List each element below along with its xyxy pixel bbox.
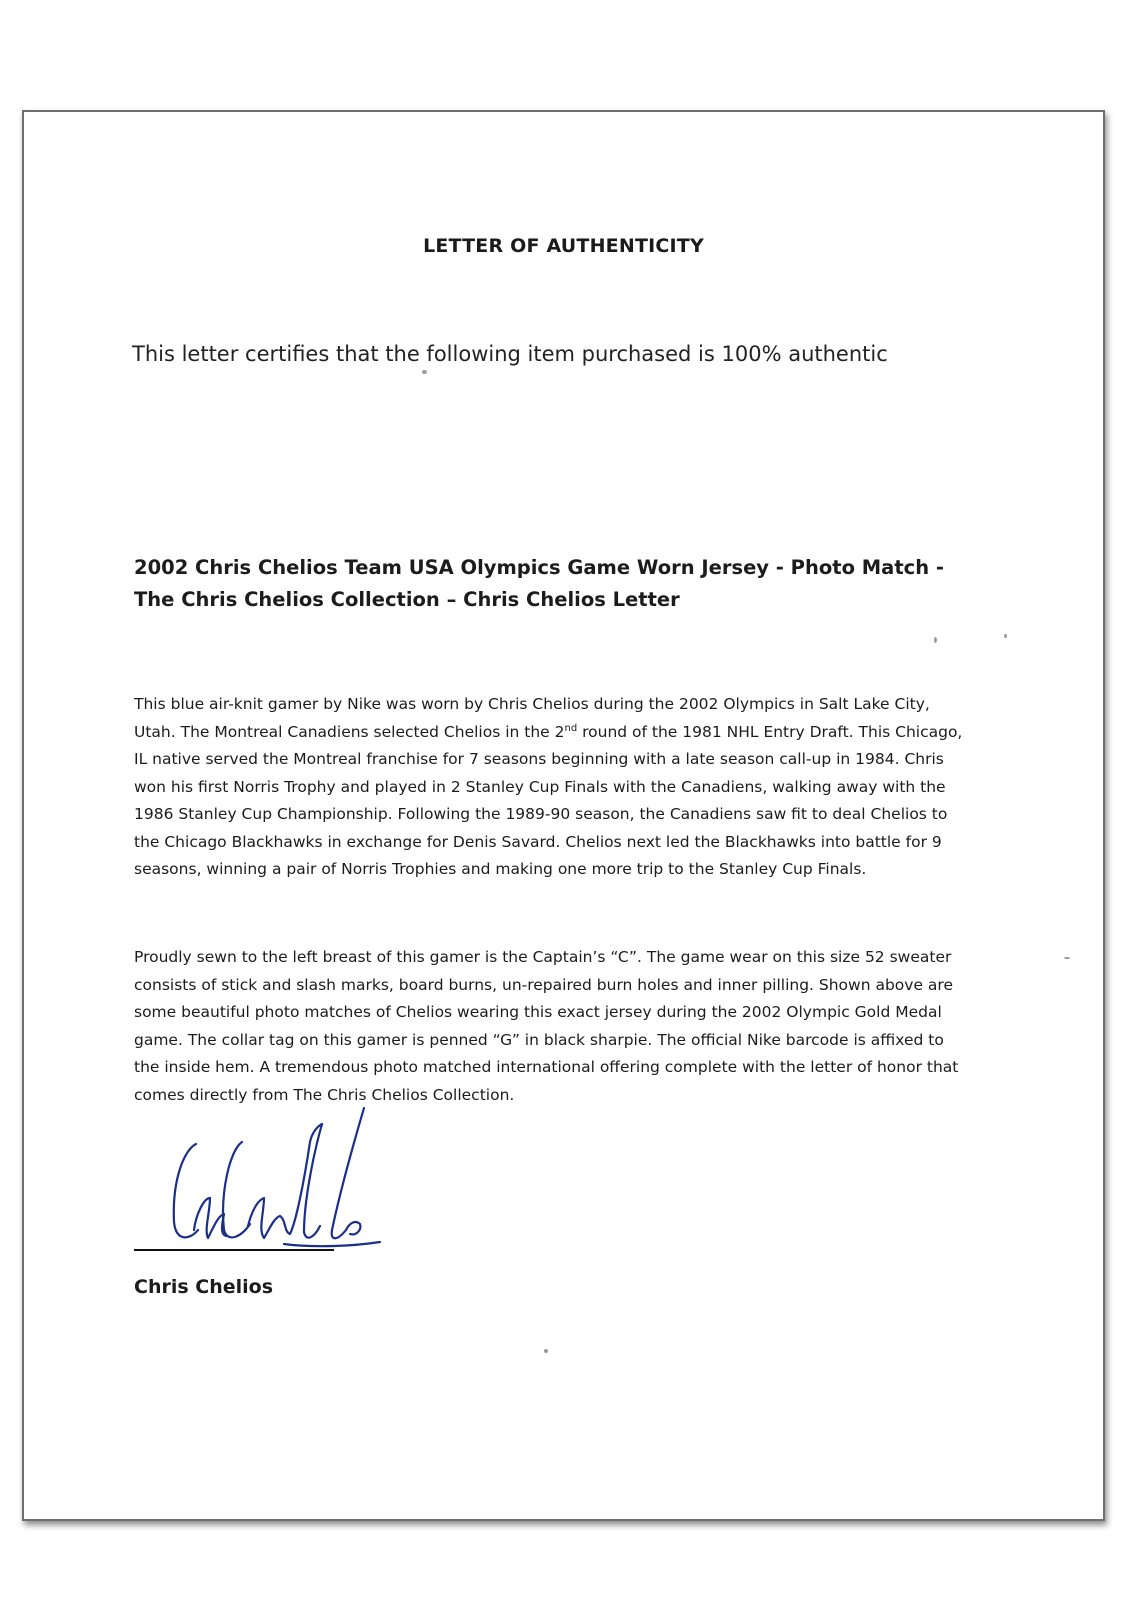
handwritten-signature (124, 1102, 384, 1262)
description-paragraph-1 (134, 691, 974, 884)
paper-speck (934, 637, 937, 643)
paper-speck (422, 370, 427, 374)
paragraph-text: round of the 1981 NHL Entry Draft. This Chicago, IL native served the Montreal franchise for 7 seasons beginning with a late season call-up in 1984. Chris won his first Norris Trophy and played in 2 Stanley Cup Finals with the Canadiens, walking away with the 1986 Stanley Cup Championship. Following the 1989-90 season, the Canadiens saw fit to deal Chelios to the Chicago Blackhawks in exchange for Denis Savard. Chelios next led the Blackhawks into battle for 9 seasons, winning a pair of Norris Trophies and making one more trip to the Stanley Cup Finals. (134, 722, 963, 878)
letter-sheet (22, 110, 1105, 1521)
item-title: 2002 Chris Chelios Team USA Olympics Game Worn Jersey - Photo Match - The Chris Chelios Collection – Chris Chelios Letter (134, 556, 944, 611)
ordinal-suffix: nd (564, 722, 578, 734)
paper-speck (1064, 957, 1070, 959)
letter-heading: LETTER OF AUTHENTICITY (423, 235, 704, 257)
description-paragraph-2: Proudly sewn to the left breast of this gamer is the Captain’s “C”. The game wear on this size 52 sweater consists of stick and slash marks, board burns, un-repaired burn holes and inner pilling. Shown above are some beautiful photo matches of Chelios wearing this exact jersey during the 2002 Olympic Gold Medal game. The collar tag on this gamer is penned “G” in black sharpie. The official Nike barcode is affixed to the inside hem. A tremendous photo matched international offering complete with the letter of honor that comes directly from The Chris Chelios Collection. (134, 948, 959, 1104)
signatory-name: Chris Chelios (134, 1276, 274, 1298)
paper-speck (544, 1349, 548, 1353)
paper-speck (1004, 634, 1007, 638)
signature-line (134, 1249, 334, 1251)
paragraph-text: This blue air-knit gamer by Nike was worn by Chris Chelios during the 2002 Olympics in Salt Lake City, Utah. The Montreal Canadiens selected Chelios in the 2 (134, 695, 930, 741)
certification-statement: This letter certifies that the following item purchased is 100% authentic (132, 342, 888, 366)
